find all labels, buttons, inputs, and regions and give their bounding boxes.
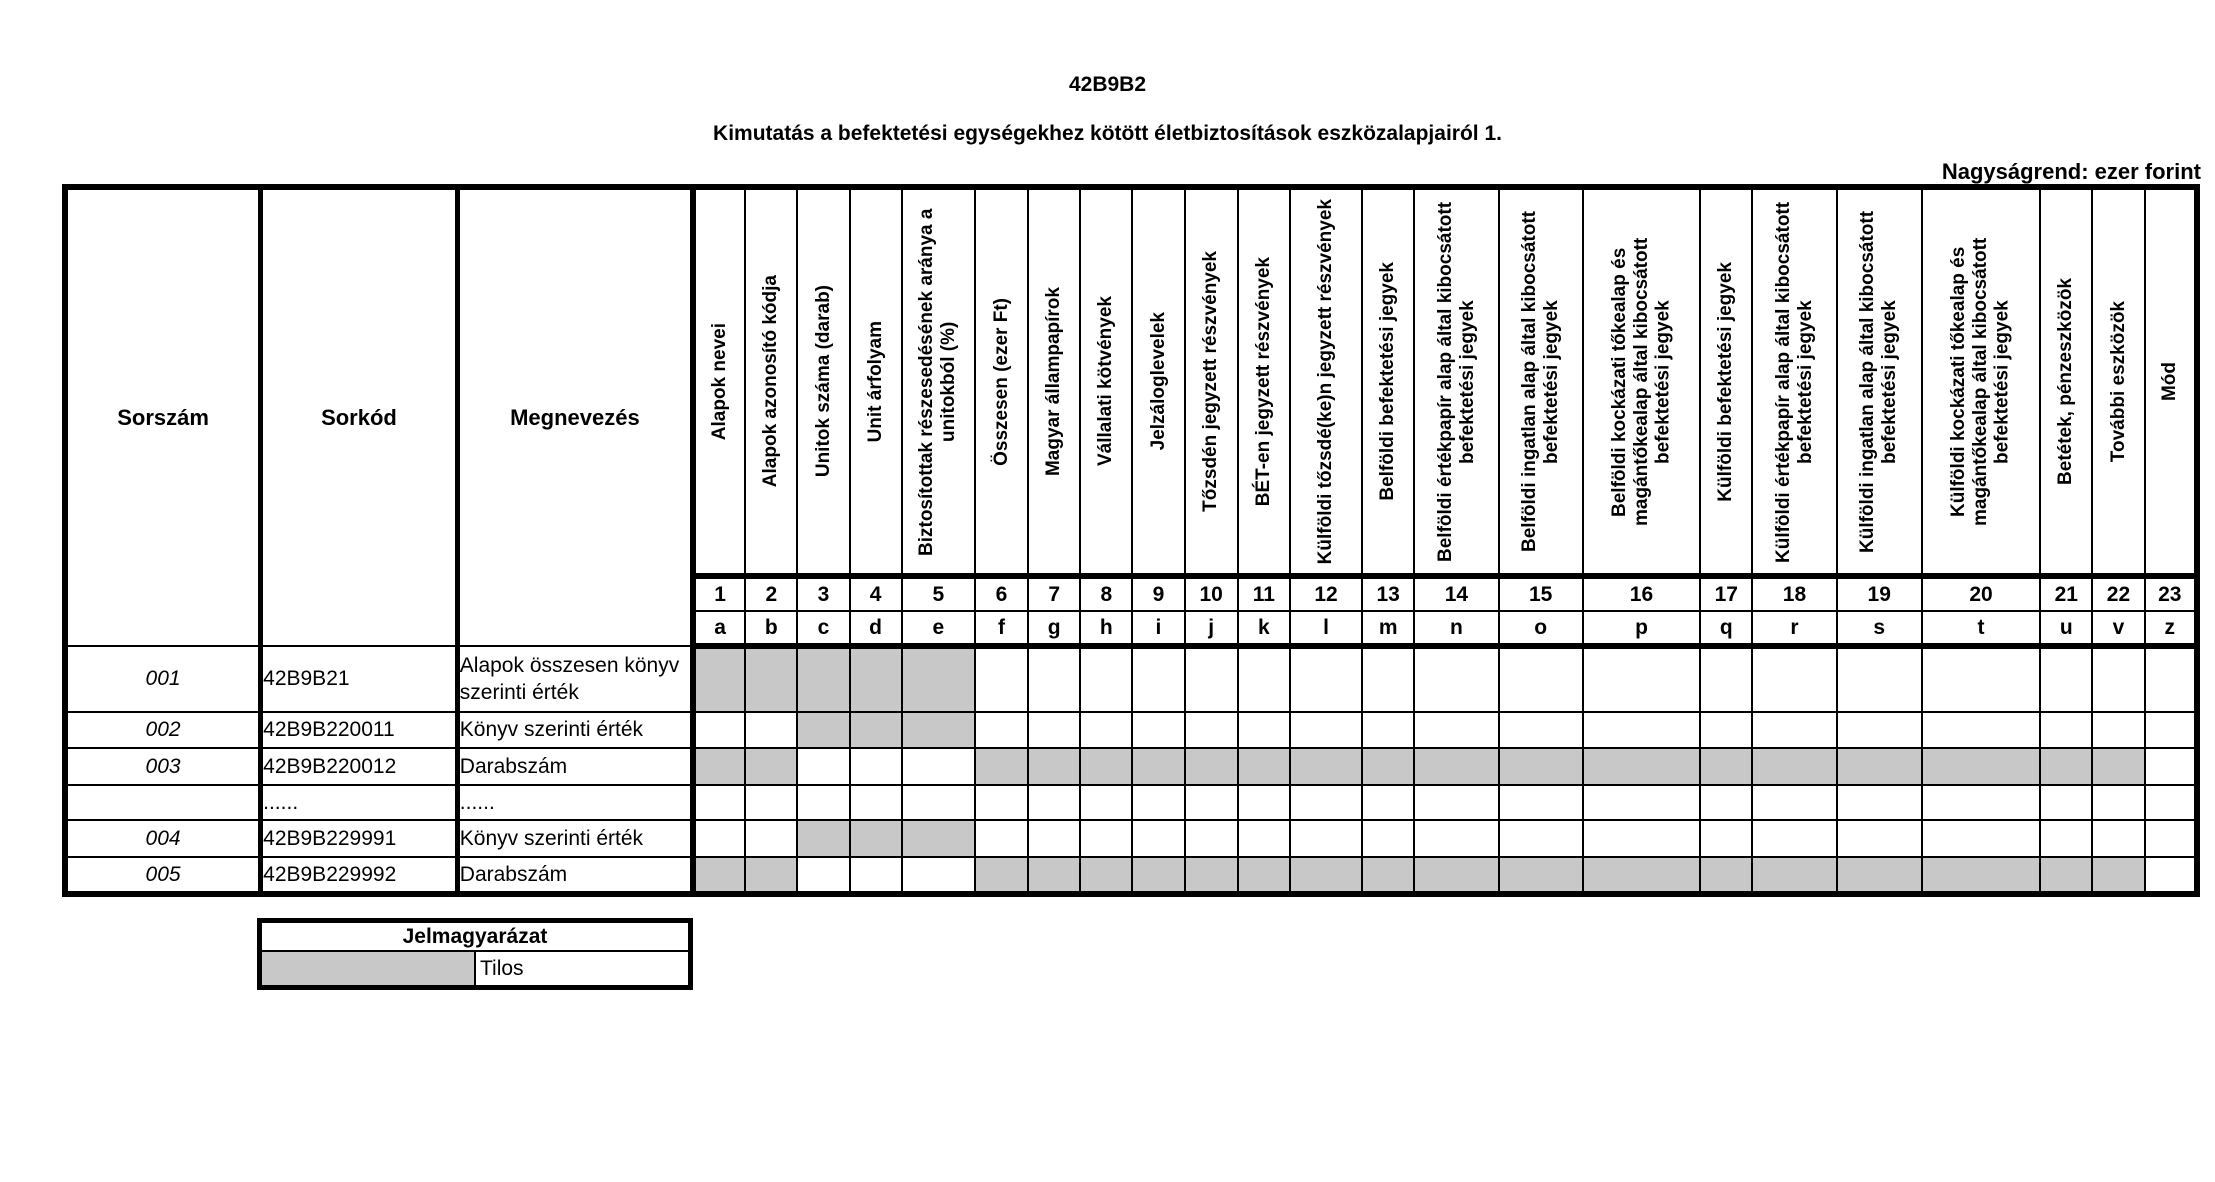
column-letter: f bbox=[975, 611, 1028, 646]
input-cell[interactable] bbox=[1752, 785, 1836, 820]
column-header-label: Magyar állampapírok bbox=[1043, 286, 1065, 477]
column-header-8 bbox=[1080, 187, 1132, 576]
column-header-17 bbox=[1700, 187, 1752, 576]
input-cell[interactable] bbox=[1028, 712, 1080, 748]
input-cell[interactable] bbox=[1414, 646, 1498, 712]
forbidden-cell bbox=[1080, 748, 1132, 785]
column-letter: l bbox=[1290, 611, 1362, 646]
input-cell[interactable] bbox=[693, 820, 745, 857]
column-header-13 bbox=[1362, 187, 1414, 576]
column-number: 22 bbox=[2092, 576, 2144, 611]
row-sorkod: 42B9B220011 bbox=[261, 712, 458, 748]
input-cell[interactable] bbox=[693, 785, 745, 820]
column-header-6 bbox=[975, 187, 1028, 576]
input-cell[interactable] bbox=[1185, 785, 1238, 820]
table-row bbox=[65, 820, 2197, 857]
column-header-15 bbox=[1499, 187, 1583, 576]
column-header-5 bbox=[902, 187, 975, 576]
column-number: 4 bbox=[850, 576, 902, 611]
column-header-10 bbox=[1185, 187, 1238, 576]
forbidden-cell bbox=[850, 646, 902, 712]
column-letter: q bbox=[1700, 611, 1752, 646]
column-number: 12 bbox=[1290, 576, 1362, 611]
input-cell[interactable] bbox=[1185, 646, 1238, 712]
input-cell[interactable] bbox=[1499, 785, 1583, 820]
column-header-label: Belföldi kockázati tőkealap és magántőkealap által kibocsátott befektetési jegyek bbox=[1608, 237, 1674, 526]
column-letter: c bbox=[797, 611, 849, 646]
column-header-label: Külföldi befektetési jegyek bbox=[1715, 261, 1737, 502]
column-header-label: Betétek, pénzeszközök bbox=[2055, 278, 2077, 485]
legend-label-forbidden: Tilos bbox=[475, 951, 691, 988]
input-cell[interactable] bbox=[1922, 712, 2040, 748]
forbidden-cell bbox=[1499, 857, 1583, 894]
input-cell[interactable] bbox=[850, 748, 902, 785]
forbidden-cell bbox=[745, 646, 797, 712]
forbidden-cell bbox=[902, 712, 975, 748]
row-sorkod: 42B9B220012 bbox=[261, 748, 458, 785]
forbidden-cell bbox=[902, 646, 975, 712]
column-header-11 bbox=[1238, 187, 1290, 576]
column-number: 19 bbox=[1837, 576, 1922, 611]
forbidden-cell bbox=[2092, 857, 2144, 894]
column-letter: d bbox=[850, 611, 902, 646]
column-header-20 bbox=[1922, 187, 2040, 576]
row-sorszam: 002 bbox=[65, 712, 261, 748]
column-header-label: Összesen (ezer Ft) bbox=[990, 297, 1012, 466]
forbidden-cell bbox=[745, 857, 797, 894]
forbidden-cell bbox=[1837, 857, 1922, 894]
forbidden-cell bbox=[693, 646, 745, 712]
column-header-label: Mód bbox=[2158, 361, 2180, 402]
column-letter: s bbox=[1837, 611, 1922, 646]
forbidden-cell bbox=[693, 857, 745, 894]
input-cell[interactable] bbox=[850, 857, 902, 894]
column-header-label: Belföldi befektetési jegyek bbox=[1377, 262, 1399, 501]
column-header-label: Alapok azonosító kódja bbox=[760, 275, 782, 488]
forbidden-cell bbox=[1290, 748, 1362, 785]
input-cell[interactable] bbox=[1238, 646, 1290, 712]
column-letter: t bbox=[1922, 611, 2040, 646]
row-sorszam: 001 bbox=[65, 646, 261, 712]
input-cell[interactable] bbox=[1583, 646, 1700, 712]
page-title: Kimutatás a befektetési egységekhez kötött életbiztosítások eszközalapjairól 1. bbox=[713, 122, 1502, 145]
column-letter: p bbox=[1583, 611, 1700, 646]
table-row bbox=[65, 646, 2197, 712]
forbidden-cell bbox=[1922, 748, 2040, 785]
input-cell[interactable] bbox=[2092, 820, 2144, 857]
input-cell[interactable] bbox=[1499, 712, 1583, 748]
input-cell[interactable] bbox=[1752, 712, 1836, 748]
column-header-18 bbox=[1752, 187, 1836, 576]
header-sorkod: Sorkód bbox=[261, 187, 458, 646]
input-cell[interactable] bbox=[2145, 748, 2197, 785]
row-sorszam: 003 bbox=[65, 748, 261, 785]
input-cell[interactable] bbox=[1499, 820, 1583, 857]
input-cell[interactable] bbox=[1414, 712, 1498, 748]
input-cell[interactable] bbox=[1238, 785, 1290, 820]
forbidden-cell bbox=[1583, 748, 1700, 785]
forbidden-cell bbox=[1185, 748, 1238, 785]
column-header-1 bbox=[693, 187, 745, 576]
column-header-21 bbox=[2040, 187, 2092, 576]
input-cell[interactable] bbox=[1290, 820, 1362, 857]
input-cell[interactable] bbox=[1362, 785, 1414, 820]
row-sorszam bbox=[65, 785, 261, 820]
column-header-label: BÉT-en jegyzett részvények bbox=[1252, 256, 1274, 507]
forbidden-cell bbox=[1238, 857, 1290, 894]
column-letter: z bbox=[2145, 611, 2197, 646]
forbidden-cell bbox=[1837, 748, 1922, 785]
input-cell[interactable] bbox=[1837, 712, 1922, 748]
input-cell[interactable] bbox=[975, 820, 1028, 857]
column-header-12 bbox=[1290, 187, 1362, 576]
column-number: 9 bbox=[1132, 576, 1184, 611]
forbidden-cell bbox=[1922, 857, 2040, 894]
forbidden-cell bbox=[1080, 857, 1132, 894]
forbidden-cell bbox=[745, 748, 797, 785]
forbidden-cell bbox=[1752, 857, 1836, 894]
column-number: 2 bbox=[745, 576, 797, 611]
input-cell[interactable] bbox=[1132, 820, 1184, 857]
column-number: 5 bbox=[902, 576, 975, 611]
row-sorszam: 004 bbox=[65, 820, 261, 857]
column-header-label: Vállalati kötvények bbox=[1095, 296, 1117, 467]
column-header-label: Biztosítottak részesedésének aránya a unitokból (%) bbox=[916, 207, 960, 556]
input-cell[interactable] bbox=[745, 785, 797, 820]
row-nev: ...... bbox=[457, 785, 693, 820]
input-cell[interactable] bbox=[1080, 712, 1132, 748]
row-nev: Könyv szerinti érték bbox=[457, 712, 693, 748]
forbidden-cell bbox=[1700, 748, 1752, 785]
column-header-label: Alapok nevei bbox=[709, 322, 731, 441]
input-cell[interactable] bbox=[1700, 785, 1752, 820]
column-number: 15 bbox=[1499, 576, 1583, 611]
column-number: 20 bbox=[1922, 576, 2040, 611]
legend-table bbox=[257, 918, 693, 990]
input-cell[interactable] bbox=[1362, 646, 1414, 712]
column-letter: u bbox=[2040, 611, 2092, 646]
column-number: 16 bbox=[1583, 576, 1700, 611]
column-header-label: További eszközök bbox=[2107, 300, 2129, 463]
column-number: 21 bbox=[2040, 576, 2092, 611]
header-megnevezes: Megnevezés bbox=[457, 187, 693, 646]
forbidden-cell bbox=[797, 820, 849, 857]
forbidden-cell bbox=[797, 712, 849, 748]
column-header-label: Külföldi tőzsdé(ke)n jegyzett részvények bbox=[1315, 198, 1337, 565]
column-number: 23 bbox=[2145, 576, 2197, 611]
input-cell[interactable] bbox=[2145, 785, 2197, 820]
input-cell[interactable] bbox=[1752, 646, 1836, 712]
input-cell[interactable] bbox=[2040, 712, 2092, 748]
column-letter: k bbox=[1238, 611, 1290, 646]
input-cell[interactable] bbox=[1922, 820, 2040, 857]
input-cell[interactable] bbox=[2145, 820, 2197, 857]
input-cell[interactable] bbox=[2145, 646, 2197, 712]
input-cell[interactable] bbox=[1362, 820, 1414, 857]
input-cell[interactable] bbox=[2040, 646, 2092, 712]
row-nev: Darabszám bbox=[457, 857, 693, 894]
row-sorkod: ...... bbox=[261, 785, 458, 820]
column-header-label: Unit árfolyam bbox=[864, 320, 886, 443]
input-cell[interactable] bbox=[1028, 820, 1080, 857]
forbidden-cell bbox=[1362, 857, 1414, 894]
input-cell[interactable] bbox=[2092, 785, 2144, 820]
input-cell[interactable] bbox=[1290, 785, 1362, 820]
input-cell[interactable] bbox=[745, 712, 797, 748]
column-header-2 bbox=[745, 187, 797, 576]
legend-title: Jelmagyarázat bbox=[260, 921, 691, 952]
input-cell[interactable] bbox=[1414, 785, 1498, 820]
column-header-14 bbox=[1414, 187, 1498, 576]
column-header-label: Külföldi kockázati tőkealap és magántőkealap által kibocsátott befektetési jegyek bbox=[1948, 237, 2013, 526]
column-letter: v bbox=[2092, 611, 2144, 646]
table-row bbox=[65, 785, 2197, 820]
forbidden-cell bbox=[1362, 748, 1414, 785]
input-cell[interactable] bbox=[1080, 820, 1132, 857]
column-number: 3 bbox=[797, 576, 849, 611]
column-letter: h bbox=[1080, 611, 1132, 646]
input-cell[interactable] bbox=[1583, 820, 1700, 857]
row-nev: Darabszám bbox=[457, 748, 693, 785]
input-cell[interactable] bbox=[1700, 646, 1752, 712]
row-nev: Könyv szerinti érték bbox=[457, 820, 693, 857]
column-letter: i bbox=[1132, 611, 1184, 646]
input-cell[interactable] bbox=[1238, 820, 1290, 857]
input-cell[interactable] bbox=[1132, 785, 1184, 820]
forbidden-cell bbox=[1238, 748, 1290, 785]
forbidden-cell bbox=[1414, 748, 1498, 785]
input-cell[interactable] bbox=[797, 857, 849, 894]
column-header-label: Belföldi értékpapír alap által kibocsátott befektetési jegyek bbox=[1434, 201, 1478, 562]
column-letter: n bbox=[1414, 611, 1498, 646]
input-cell[interactable] bbox=[1362, 712, 1414, 748]
forbidden-cell bbox=[2040, 748, 2092, 785]
input-cell[interactable] bbox=[2145, 857, 2197, 894]
input-cell[interactable] bbox=[1080, 646, 1132, 712]
input-cell[interactable] bbox=[1028, 785, 1080, 820]
column-number: 8 bbox=[1080, 576, 1132, 611]
column-header-7 bbox=[1028, 187, 1080, 576]
column-letter: g bbox=[1028, 611, 1080, 646]
forbidden-cell bbox=[1752, 748, 1836, 785]
report-table bbox=[62, 184, 2200, 897]
column-number: 14 bbox=[1414, 576, 1498, 611]
input-cell[interactable] bbox=[1238, 712, 1290, 748]
column-letter: j bbox=[1185, 611, 1238, 646]
column-header-label: Külföldi ingatlan alap által kibocsátott befektetési jegyek bbox=[1857, 210, 1901, 553]
input-cell[interactable] bbox=[1700, 712, 1752, 748]
forbidden-cell bbox=[797, 646, 849, 712]
column-header-19 bbox=[1837, 187, 1922, 576]
column-number: 7 bbox=[1028, 576, 1080, 611]
forbidden-cell bbox=[1132, 857, 1184, 894]
input-cell[interactable] bbox=[902, 748, 975, 785]
input-cell[interactable] bbox=[1290, 712, 1362, 748]
input-cell[interactable] bbox=[1583, 712, 1700, 748]
input-cell[interactable] bbox=[797, 785, 849, 820]
column-header-9 bbox=[1132, 187, 1184, 576]
input-cell[interactable] bbox=[797, 748, 849, 785]
forbidden-cell bbox=[1132, 748, 1184, 785]
input-cell[interactable] bbox=[1837, 785, 1922, 820]
input-cell[interactable] bbox=[2040, 785, 2092, 820]
legend-swatch-forbidden bbox=[260, 951, 476, 988]
column-header-label: Külföldi értékpapír alap által kibocsátott befektetési jegyek bbox=[1772, 200, 1816, 563]
column-number: 6 bbox=[975, 576, 1028, 611]
forbidden-cell bbox=[1290, 857, 1362, 894]
forbidden-cell bbox=[850, 820, 902, 857]
column-letter: a bbox=[693, 611, 745, 646]
input-cell[interactable] bbox=[1922, 646, 2040, 712]
input-cell[interactable] bbox=[902, 857, 975, 894]
column-header-label: Belföldi ingatlan alap által kibocsátott befektetési jegyek bbox=[1518, 211, 1562, 552]
column-number: 11 bbox=[1238, 576, 1290, 611]
header-sorszam: Sorszám bbox=[65, 187, 261, 646]
row-nev: Alapok összesen könyv szerinti érték bbox=[457, 646, 693, 712]
column-number: 17 bbox=[1700, 576, 1752, 611]
forbidden-cell bbox=[2092, 748, 2144, 785]
column-number: 10 bbox=[1185, 576, 1238, 611]
column-header-3 bbox=[797, 187, 849, 576]
table-row bbox=[65, 712, 2197, 748]
column-header-23 bbox=[2145, 187, 2197, 576]
forbidden-cell bbox=[975, 748, 1028, 785]
column-letter: r bbox=[1752, 611, 1836, 646]
input-cell[interactable] bbox=[1132, 646, 1184, 712]
input-cell[interactable] bbox=[2040, 820, 2092, 857]
forbidden-cell bbox=[1583, 857, 1700, 894]
column-header-16 bbox=[1583, 187, 1700, 576]
column-header-4 bbox=[850, 187, 902, 576]
column-header-label: Jelzáloglevelek bbox=[1147, 312, 1169, 451]
input-cell[interactable] bbox=[1132, 712, 1184, 748]
input-cell[interactable] bbox=[975, 712, 1028, 748]
forbidden-cell bbox=[1499, 748, 1583, 785]
table-row bbox=[65, 857, 2197, 894]
unit-label: Nagyságrend: ezer forint bbox=[1941, 159, 2201, 184]
input-cell[interactable] bbox=[1837, 646, 1922, 712]
input-cell[interactable] bbox=[1185, 712, 1238, 748]
input-cell[interactable] bbox=[2092, 712, 2144, 748]
input-cell[interactable] bbox=[1028, 646, 1080, 712]
input-cell[interactable] bbox=[1700, 820, 1752, 857]
column-letter: e bbox=[902, 611, 975, 646]
input-cell[interactable] bbox=[902, 785, 975, 820]
column-number: 1 bbox=[693, 576, 745, 611]
column-header-label: Unitok száma (darab) bbox=[812, 285, 834, 478]
input-cell[interactable] bbox=[1080, 785, 1132, 820]
column-letter: b bbox=[745, 611, 797, 646]
row-sorkod: 42B9B229991 bbox=[261, 820, 458, 857]
forbidden-cell bbox=[1028, 748, 1080, 785]
input-cell[interactable] bbox=[975, 646, 1028, 712]
forbidden-cell bbox=[1185, 857, 1238, 894]
input-cell[interactable] bbox=[2092, 646, 2144, 712]
input-cell[interactable] bbox=[693, 712, 745, 748]
input-cell[interactable] bbox=[1752, 820, 1836, 857]
input-cell[interactable] bbox=[850, 785, 902, 820]
input-cell[interactable] bbox=[975, 785, 1028, 820]
column-number: 13 bbox=[1362, 576, 1414, 611]
column-header-22 bbox=[2092, 187, 2144, 576]
input-cell[interactable] bbox=[1185, 820, 1238, 857]
input-cell[interactable] bbox=[1414, 820, 1498, 857]
input-cell[interactable] bbox=[1499, 646, 1583, 712]
row-sorszam: 005 bbox=[65, 857, 261, 894]
forbidden-cell bbox=[1700, 857, 1752, 894]
forbidden-cell bbox=[1414, 857, 1498, 894]
column-header-label: Tőzsdén jegyzett részvények bbox=[1200, 251, 1222, 512]
table-row bbox=[65, 748, 2197, 785]
input-cell[interactable] bbox=[1922, 785, 2040, 820]
column-number: 18 bbox=[1752, 576, 1836, 611]
input-cell[interactable] bbox=[1290, 646, 1362, 712]
input-cell[interactable] bbox=[1583, 785, 1700, 820]
forbidden-cell bbox=[975, 857, 1028, 894]
row-sorkod: 42B9B21 bbox=[261, 646, 458, 712]
input-cell[interactable] bbox=[745, 820, 797, 857]
column-letter: m bbox=[1362, 611, 1414, 646]
forbidden-cell bbox=[2040, 857, 2092, 894]
forbidden-cell bbox=[1028, 857, 1080, 894]
forbidden-cell bbox=[850, 712, 902, 748]
row-sorkod: 42B9B229992 bbox=[261, 857, 458, 894]
input-cell[interactable] bbox=[2145, 712, 2197, 748]
forbidden-cell bbox=[902, 820, 975, 857]
input-cell[interactable] bbox=[1837, 820, 1922, 857]
column-letter: o bbox=[1499, 611, 1583, 646]
form-code: 42B9B2 bbox=[1068, 73, 1147, 96]
forbidden-cell bbox=[693, 748, 745, 785]
